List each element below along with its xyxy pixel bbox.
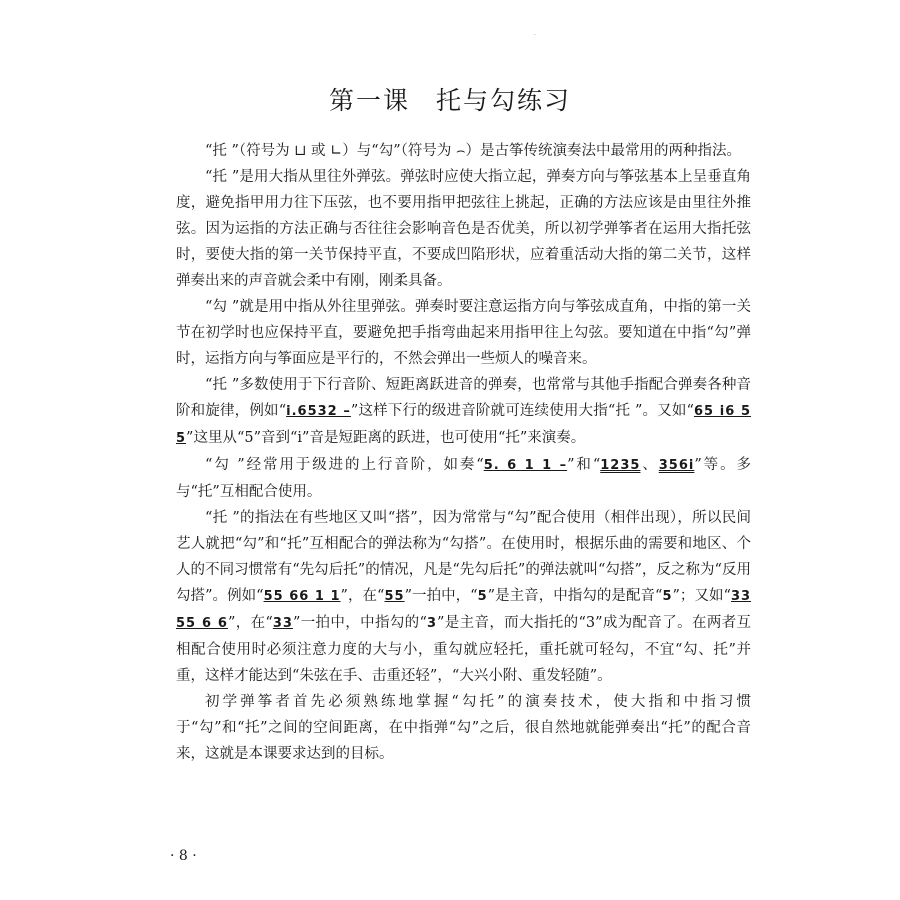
jianpu-notation: 55 66 1 1 [263, 589, 341, 604]
text-segment: 、 [640, 457, 659, 473]
paragraph-intro: “托 ”（符号为 ⊔ 或 ∟）与“勾”（符号为 ⌢）是古筝传统演奏法中最常用的两种指法。 [205, 143, 742, 159]
paragraph-goal: 初学弹筝者首先必须熟练地掌握“勾托”的演奏技术，使大指和中指习惯于“勾”和“托”之间的空间距离，在中指弹“勾”之后，很自然地就能弹奏出“托”的配合音来，这就是本课要求达到的目标。 [176, 694, 751, 762]
text-segment: “托 ”的指法在有些地区又叫“搭”，因为常常与“勾”配合使用（相伴出现），所以民间艺人就把“勾”和“托”互相配合的弹法称为“勾搭”。在使用时，根据乐曲的需要和地区、个人的不同习惯常有“先勾后托”的情况，凡是“先勾后托”的弹法就叫“勾搭”，反之称为“反用勾搭”。例如“ [176, 510, 751, 604]
jianpu-notation: i.6532 – [286, 404, 351, 419]
jianpu-notation: 33 55 6 6 [176, 589, 752, 631]
text-segment: ”这样下行的级进音阶就可连续使用大指“托 ”。又如“ [350, 403, 694, 419]
text-segment: “托 ”多数使用于下行音阶、短距离跃进音的弹奏，也常常与其他手指配合弹奏各种音阶和旋律，例如“ [176, 377, 751, 419]
jianpu-notation: 55 [384, 589, 405, 604]
paragraph-gou-usage [176, 452, 751, 505]
jianpu-notation: 33 [272, 616, 293, 631]
jianpu-notation: 5. 6 1 1 – [483, 458, 568, 473]
text-segment: “勾 ”经常用于级进的上行音阶，如奏“ [205, 457, 484, 473]
text-segment: ”；又如“ [672, 588, 731, 604]
lesson-number: 第一课 [328, 85, 410, 115]
jianpu-notation: 5 [662, 589, 673, 604]
lesson-topic: 托与勾练习 [436, 85, 572, 115]
top-mark: . [534, 30, 536, 37]
text-segment: ”，在“ [227, 615, 273, 631]
text-segment: ”这里从“5”音到“i”音是短距离的跃进，也可使用“托”来演奏。 [186, 430, 586, 446]
jianpu-notation: 3 [426, 616, 437, 631]
text-segment: ”和“ [567, 457, 601, 473]
text-segment: ”一拍中，“ [404, 588, 478, 604]
paragraph-tuo: “托 ”是用大指从里往外弹弦。弹弦时应使大指立起，弹奏方向与筝弦基本上呈垂直角度，避免指甲用力往下压弦，也不要用指甲把弦往上挑起，正确的方法应该是由里往外推弦。因为运指的方法正确与否往往会影响音色是否优美，所以初学弹筝者在运用大指托弦时，要使大指的第一关节保持平直，不要成凹陷形状，应着重活动大指的第二关节，这样弹奏出来的声音就会柔中有刚，刚柔具备。 [176, 169, 751, 289]
page-number: · 8 · [170, 848, 197, 864]
text-segment: ”一拍中，中指勾的“ [292, 615, 427, 631]
text-segment: ”是主音，中指勾的是配音“ [487, 588, 663, 604]
lesson-title [0, 81, 900, 117]
jianpu-notation: 5 [477, 589, 488, 604]
text-segment: ”，在“ [340, 588, 385, 604]
jianpu-notation: 65 i6 5 5 [176, 404, 751, 446]
paragraph-gou: “勾 ”就是用中指从外往里弹弦。弹奏时要注意运指方向与筝弦成直角，中指的第一关节在初学时也应保持平直，要避免把手指弯曲起来用指甲往上勾弦。要知道在中指“勾”弹时，运指方向与筝面应是平行的，不然会弹出一些烦人的噪音来。 [176, 299, 751, 367]
jianpu-notation: 1235 [600, 458, 641, 473]
lesson-body [176, 138, 751, 767]
text-segment: ”等。多与“托”互相配合使用。 [176, 457, 752, 500]
paragraph-tuo-usage [176, 372, 751, 452]
paragraph-gouda [176, 505, 751, 689]
jianpu-notation: 356i [658, 458, 695, 473]
text-segment: ”是主音，而大指托的“3”成为配音了。在两者互相配合使用时必须注意力度的大与小，重勾就应轻托，重托就可轻勾，不宜“勾、托”并重，这样才能达到“朱弦在手、击重还轻”，“大兴小附、重发轻随”。 [176, 615, 752, 684]
